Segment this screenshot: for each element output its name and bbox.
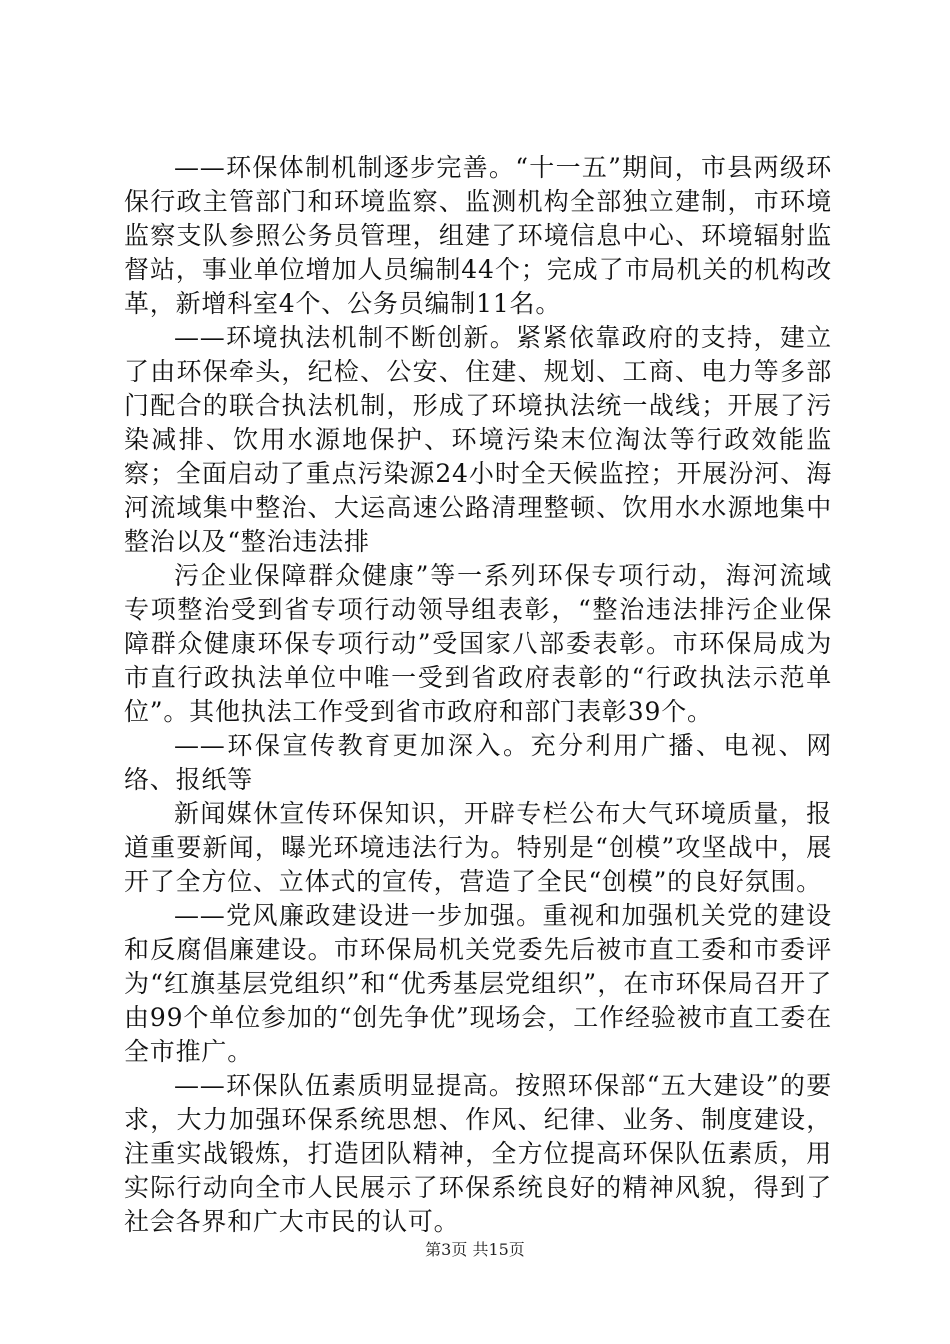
document-body — [124, 151, 832, 1239]
paragraph-institutional-reform: ——环保体制机制逐步完善。“十一五”期间，市县两级环保行政主管部门和环境监察、监测机构全部独立建制，市环境监察支队参照公务员管理，组建了环境信息中心、环境辐射监督站，事业单位增加人员编制44个；完成了市局机关的机构改革，新增科室4个、公务员编制11名。 — [124, 153, 832, 318]
page-footer: 第3页 共15页 — [425, 1240, 525, 1259]
paragraph-publicity-education: ——环保宣传教育更加深入。充分利用广播、电视、网络、报纸等 — [124, 731, 832, 794]
paragraph-enforcement-continued: 污企业保障群众健康”等一系列环保专项行动，海河流域专项整治受到省专项行动领导组表彰，“整治违法排污企业保障群众健康环保专项行动”受国家八部委表彰。市环保局成为市直行政执法单位中唯一受到省政府表彰的“行政执法示范单位”。其他执法工作受到省市政府和部门表彰39个。 — [124, 561, 832, 726]
paragraph-enforcement-innovation: ——环境执法机制不断创新。紧紧依靠政府的支持，建立了由环保牵头，纪检、公安、住建、规划、工商、电力等多部门配合的联合执法机制，形成了环境执法统一战线；开展了污染减排、饮用水源地保护、环境污染末位淘汰等行政效能监察；全面启动了重点污染源24小时全天候监控；开展汾河、海河流域集中整治、大运高速公路清理整顿、饮用水水源地集中整治以及“整治违法排 — [124, 323, 832, 556]
paragraph-party-integrity: ——党风廉政建设进一步加强。重视和加强机关党的建设和反腐倡廉建设。市环保局机关党委先后被市直工委和市委评为“红旗基层党组织”和“优秀基层党组织”，在市环保局召开了由99个单位参加的“创先争优”现场会，工作经验被市直工委在全市推广。 — [124, 901, 832, 1066]
paragraph-publicity-continued: 新闻媒休宣传环保知识，开辟专栏公布大气环境质量，报道重要新闻，曝光环境违法行为。特别是“创模”攻坚战中，展开了全方位、立体式的宣传，营造了全民“创模”的良好氛围。 — [124, 799, 832, 896]
paragraph-team-quality: ——环保队伍素质明显提高。按照环保部“五大建设”的要求，大力加强环保系统思想、作风、纪律、业务、制度建设，注重实战锻炼，打造团队精神，全方位提高环保队伍素质，用实际行动向全市人民展示了环保系统良好的精神风貌，得到了社会各界和广大市民的认可。 — [124, 1071, 832, 1236]
